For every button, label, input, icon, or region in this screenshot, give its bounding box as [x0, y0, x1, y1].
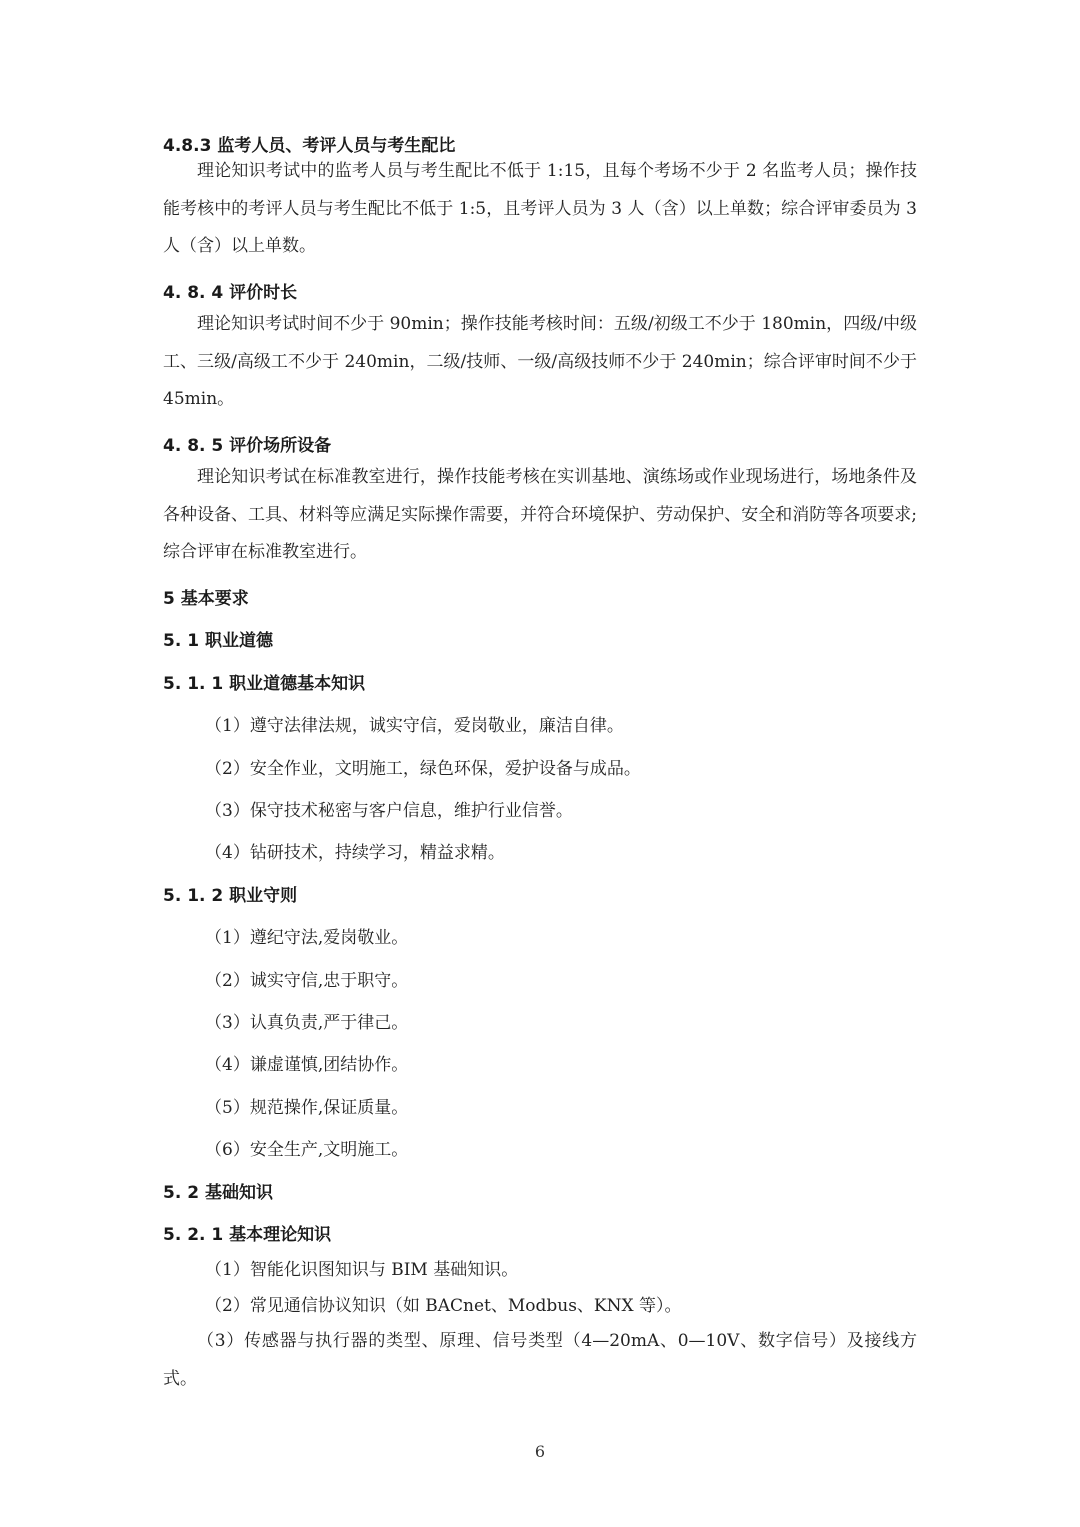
list-item: （4）谦虚谨慎,团结协作。 [205, 1055, 409, 1075]
section-heading-5-1-1: 5. 1. 1 职业道德基本知识 [163, 674, 366, 694]
paragraph-5-2-1-item-3: （3）传感器与执行器的类型、原理、信号类型（4—20mA、0—10V、数字信号）及接线方式。 [163, 1331, 917, 1389]
section-heading-5-1-2: 5. 1. 2 职业守则 [163, 886, 298, 906]
list-item: （3）认真负责,严于律己。 [205, 1013, 409, 1033]
page-number: 6 [534, 1442, 546, 1461]
section-heading-5-1: 5. 1 职业道德 [163, 631, 273, 651]
list-item: （3）保守技术秘密与客户信息，维护行业信誉。 [205, 801, 573, 821]
section-heading-5-2-1: 5. 2. 1 基本理论知识 [163, 1225, 332, 1245]
paragraph-4-8-4: 理论知识考试时间不少于 90min；操作技能考核时间：五级/初级工不少于 180min，四级/中级工、三级/高级工不少于 240min，二级/技师、一级/高级技师不少于 240min；综合评审时间不少于 45min。 [163, 314, 917, 409]
list-item: （1）智能化识图知识与 BIM 基础知识。 [205, 1260, 519, 1280]
list-item: （2）常见通信协议知识（如 BACnet、Modbus、KNX 等）。 [205, 1296, 682, 1316]
section-heading-4-8-4: 4. 8. 4 评价时长 [163, 283, 298, 303]
list-item: （5）规范操作,保证质量。 [205, 1098, 409, 1118]
list-item: （2）安全作业，文明施工，绿色环保，爱护设备与成品。 [205, 759, 641, 779]
paragraph-4-8-5: 理论知识考试在标准教室进行，操作技能考核在实训基地、演练场或作业现场进行，场地条件及各种设备、工具、材料等应满足实际操作需要，并符合环境保护、劳动保护、安全和消防等各项要求;综合评审在标准教室进行。 [163, 467, 917, 562]
list-item: （2）诚实守信,忠于职守。 [205, 971, 409, 991]
list-item: （6）安全生产,文明施工。 [205, 1140, 409, 1160]
list-item: （1）遵守法律法规，诚实守信，爱岗敬业，廉洁自律。 [205, 716, 624, 736]
section-heading-4-8-3: 4.8.3 监考人员、考评人员与考生配比 [163, 136, 456, 156]
section-heading-4-8-5: 4. 8. 5 评价场所设备 [163, 436, 332, 456]
list-item: （1）遵纪守法,爱岗敬业。 [205, 928, 409, 948]
paragraph-4-8-3: 理论知识考试中的监考人员与考生配比不低于 1:15，且每个考场不少于 2 名监考人员；操作技能考核中的考评人员与考生配比不低于 1:5，且考评人员为 3 人（含）以上单数；综合评审委员为 3 人（含）以上单数。 [163, 161, 917, 256]
section-heading-5: 5 基本要求 [163, 589, 249, 609]
section-heading-5-2: 5. 2 基础知识 [163, 1183, 273, 1203]
list-item: （4）钻研技术，持续学习，精益求精。 [205, 843, 505, 863]
